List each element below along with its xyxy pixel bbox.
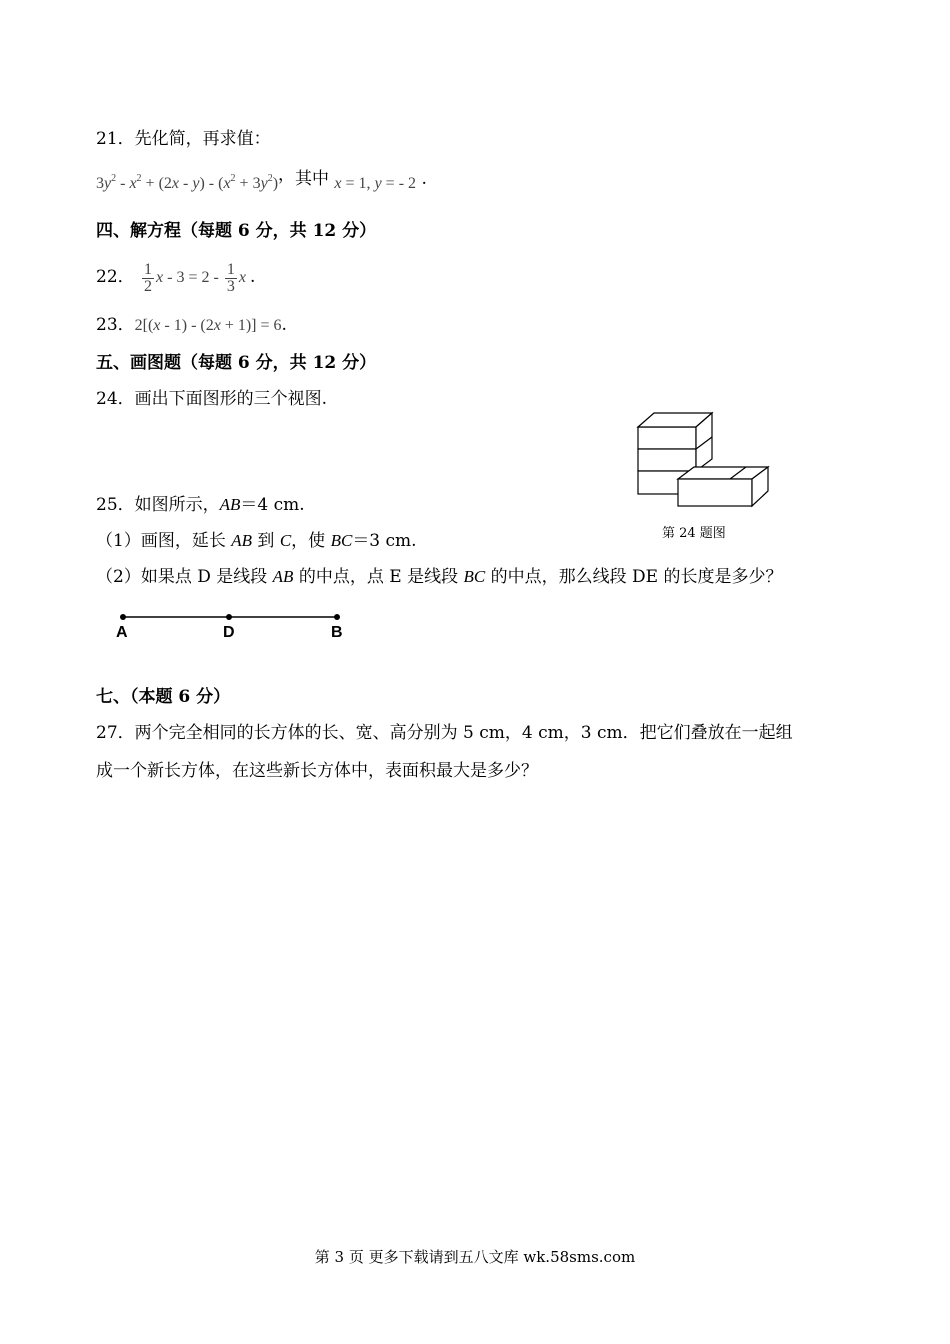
q23-equation: 23．2[(x - 1) - (2x + 1)] = 6.: [96, 315, 287, 335]
q25-segment-figure: [115, 608, 355, 628]
q21-title: 21．先化简，再求值：: [96, 129, 271, 149]
page-footer: 第 3 页 更多下载请到五八文库 wk.58sms.com: [314, 1248, 636, 1266]
q21-condition: x = 1, y = - 2: [334, 175, 417, 192]
label-b: B: [331, 624, 343, 641]
q25-text: 25．如图所示，AB＝4 cm.: [96, 495, 305, 515]
label-d: D: [223, 624, 235, 641]
section7-title: 七、（本题 6 分）: [96, 687, 231, 707]
q25-part2: （2）如果点 D 是线段 AB 的中点，点 E 是线段 BC 的中点，那么线段 DE 的长度是多少？: [96, 567, 783, 587]
point-d: [226, 614, 232, 620]
q24-figure: [630, 405, 780, 515]
q22-equation: 22． $\frac{1}{2}$ x - 3 = 2 - $\frac{1}{3}$ x .: [96, 260, 256, 295]
section5-title: 五、画图题（每题 6 分，共 12 分）: [96, 353, 377, 373]
point-a: [120, 614, 126, 620]
q21-expression: $3y^2 - x^2 + (2x - y) - (x^2 + 3y^2)$，其中 x = 1, y = - 2 .: [96, 165, 427, 192]
q21-expr: $3y^2 - x^2 + (2x - y) - (x^2 + 3y^2)$: [96, 173, 279, 192]
section4-title: 四、解方程（每题 6 分，共 12 分）: [96, 221, 377, 241]
q27-line1: 27．两个完全相同的长方体的长、宽、高分别为 5 cm，4 cm，3 cm．把它们叠放在一起组: [96, 723, 793, 743]
box-middle-front: [638, 449, 696, 471]
box-right-front: [678, 479, 752, 506]
q27-line2: 成一个新长方体，在这些新长方体中，表面积最大是多少？: [96, 761, 538, 781]
q25-part1: （1）画图，延长 AB 到 C，使 BC＝3 cm.: [96, 531, 417, 551]
q24-text: 24．画出下面图形的三个视图.: [96, 389, 328, 409]
q24-caption: 第 24 题图: [662, 526, 726, 541]
label-a: A: [116, 624, 128, 641]
box-top-front: [638, 427, 696, 449]
point-b: [334, 614, 340, 620]
